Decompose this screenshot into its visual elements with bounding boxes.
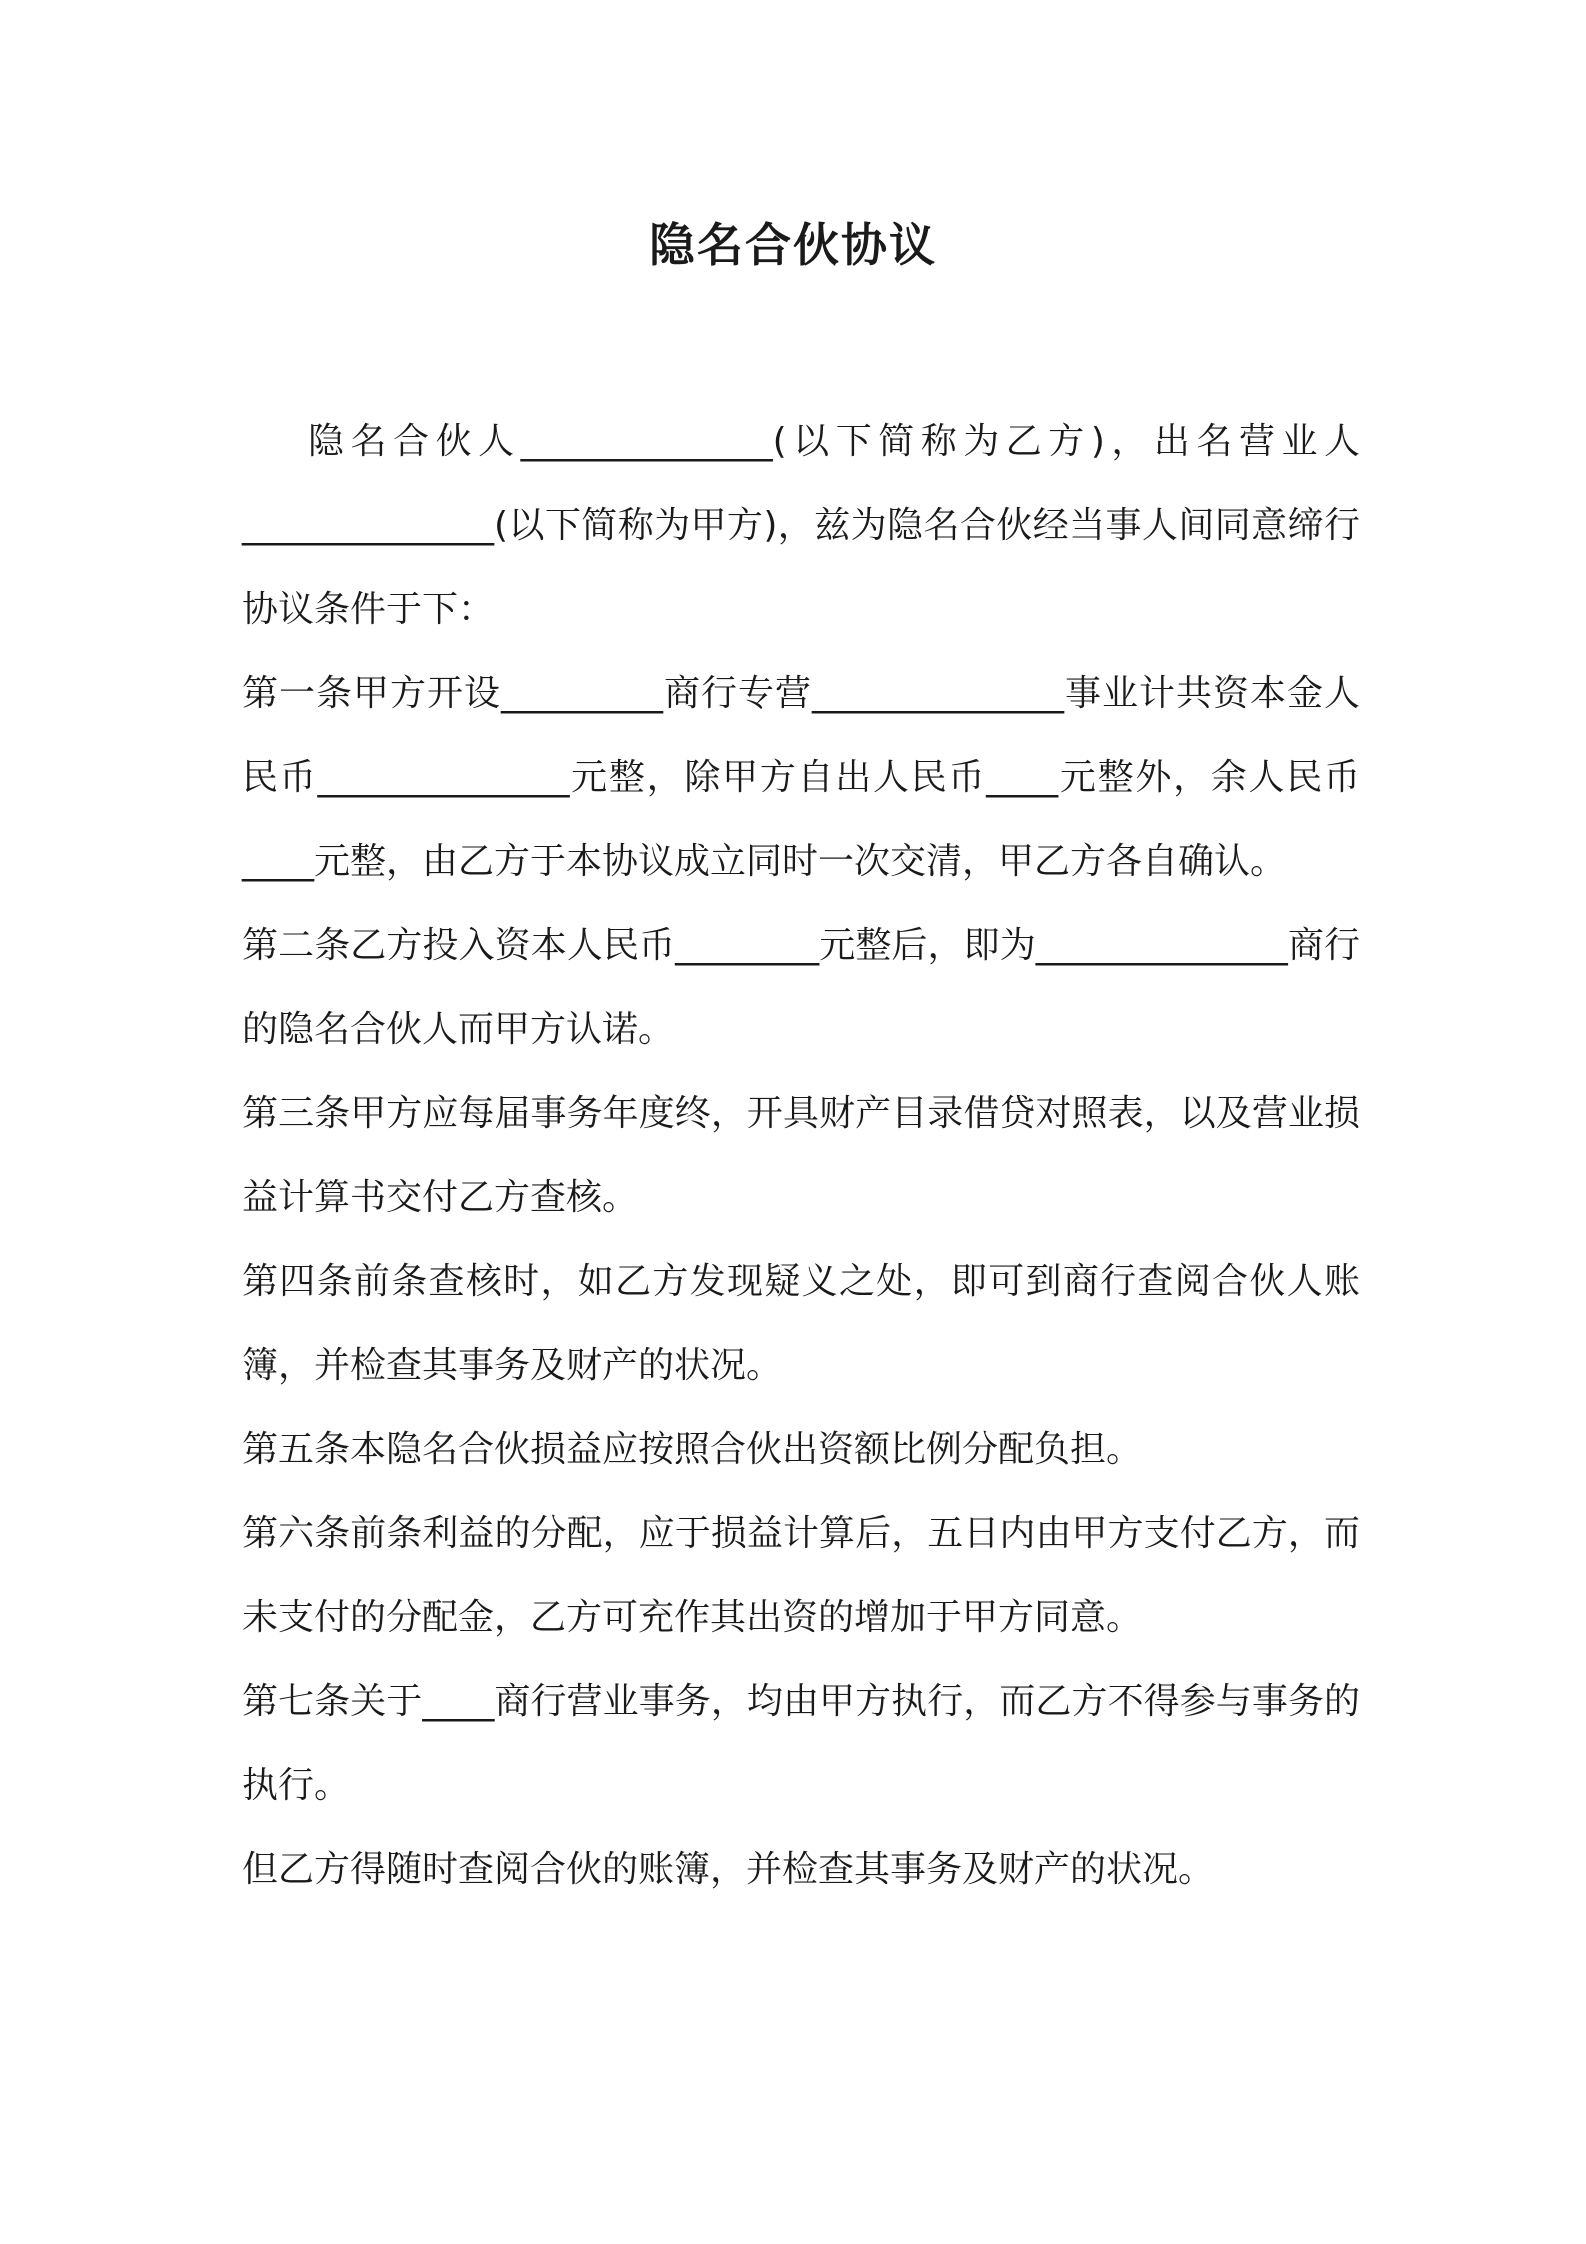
article-7: 第七条关于____商行营业事务，均由甲方执行，而乙方不得参与事务的执行。 xyxy=(242,1681,1360,1806)
article-6: 第六条前条利益的分配，应于损益计算后，五日内由甲方支付乙方，而未支付的分配金，乙方可充作其出资的增加于甲方同意。 xyxy=(242,1513,1360,1638)
document-title: 隐名合伙协议 xyxy=(649,218,937,272)
article-7-proviso: 但乙方得随时查阅合伙的账簿，并检查其事务及财产的状况。 xyxy=(242,1849,1215,1890)
article-1: 第一条甲方开设_________商行专营______________事业计共资本金人民币______________元整，除甲方自出人民币____元整外，余人民币____元整，由乙方于本协议成立同时一次交清，甲乙方各自确认。 xyxy=(242,673,1360,882)
article-5: 第五条本隐名合伙损益应按照合伙出资额比例分配负担。 xyxy=(242,1429,1143,1470)
article-2: 第二条乙方投入资本人民币________元整后，即为______________商行的隐名合伙人而甲方认诺。 xyxy=(242,925,1360,1050)
intro-paragraph: 隐名合伙人______________(以下简称为乙方)，出名营业人______________(以下简称为甲方)，兹为隐名合伙经当事人间同意缔行协议条件于下： xyxy=(242,421,1360,630)
article-4: 第四条前条查核时，如乙方发现疑义之处，即可到商行查阅合伙人账簿，并检查其事务及财产的状况。 xyxy=(242,1261,1360,1386)
article-3: 第三条甲方应每届事务年度终，开具财产目录借贷对照表，以及营业损益计算书交付乙方查核。 xyxy=(242,1093,1360,1218)
document-body xyxy=(242,400,1360,1912)
